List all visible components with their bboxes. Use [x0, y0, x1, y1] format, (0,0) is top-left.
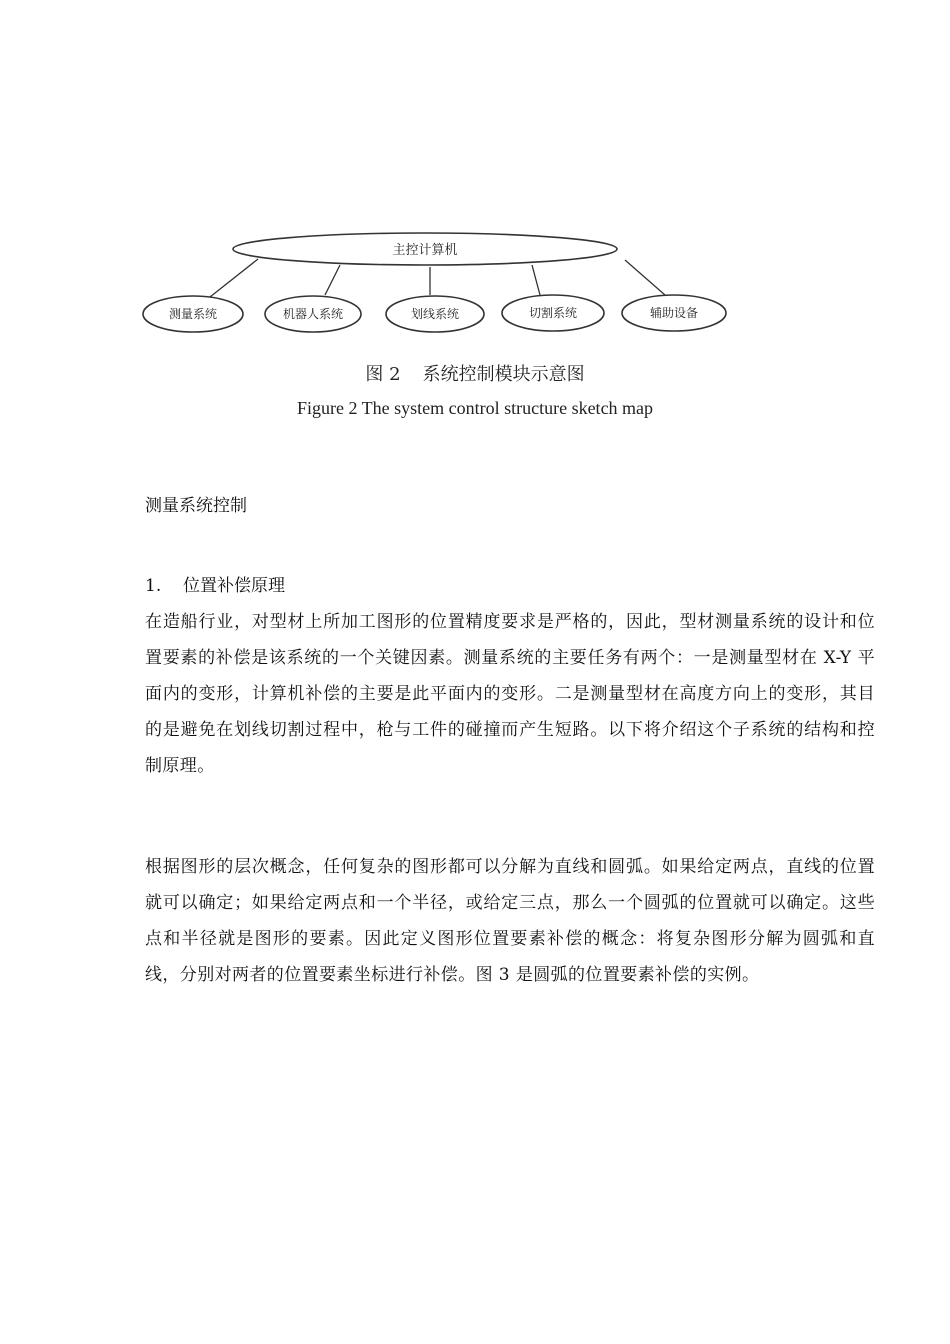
child-node-label: 测量系统 [168, 307, 218, 321]
root-node-label: 主控计算机 [392, 243, 458, 258]
figure-title-chinese: 系统控制模块示意图 [422, 364, 585, 385]
connector-line [532, 265, 540, 295]
connector-line [625, 260, 665, 295]
subsection-number: 1. [145, 576, 162, 596]
figure-caption-english: Figure 2 The system control structure sketch map [296, 398, 654, 418]
child-node-label: 辅助设备 [649, 306, 699, 320]
paragraph [145, 604, 875, 784]
section-heading: 测量系统控制 [145, 496, 247, 516]
connector-line [325, 265, 340, 295]
paragraph-text: 根据图形的层次概念，任何复杂的图形都可以分解为直线和圆弧。如果给定两点，直线的位置就可以确定；如果给定两点和一个半径，或给定三点，那么一个圆弧的位置就可以确定。这些点和半径就是图形的要素。因此定义图形位置要素补偿的概念：将复杂图形分解为圆弧和直线，分别对两者的位置要素坐标进行补偿。图 3 是圆弧的位置要素补偿的实例。 [145, 857, 875, 985]
paragraph-text: 在造船行业，对型材上所加工图形的位置精度要求是严格的，因此，型材测量系统的设计和位置要素的补偿是该系统的一个关键因素。测量系统的主要任务有两个：一是测量型材在 X-Y 平面内的变形，计算机补偿的主要是此平面内的变形。二是测量型材在高度方向上的变形，其目的是避免在划线切割过程中，枪与工件的碰撞而产生短路。以下将介绍这个子系统的结构和控制原理。 [145, 612, 875, 776]
paragraph [145, 849, 875, 993]
system-control-diagram [130, 225, 740, 345]
connector-line [210, 259, 258, 297]
figure-caption-chinese [0, 360, 950, 386]
child-node-label: 机器人系统 [282, 307, 344, 321]
child-node-label: 切割系统 [528, 306, 578, 320]
subsection-heading [145, 568, 875, 604]
child-node-label: 划线系统 [410, 307, 460, 321]
figure-number: 图 2 [365, 364, 401, 385]
subsection-title: 位置补偿原理 [183, 576, 285, 596]
